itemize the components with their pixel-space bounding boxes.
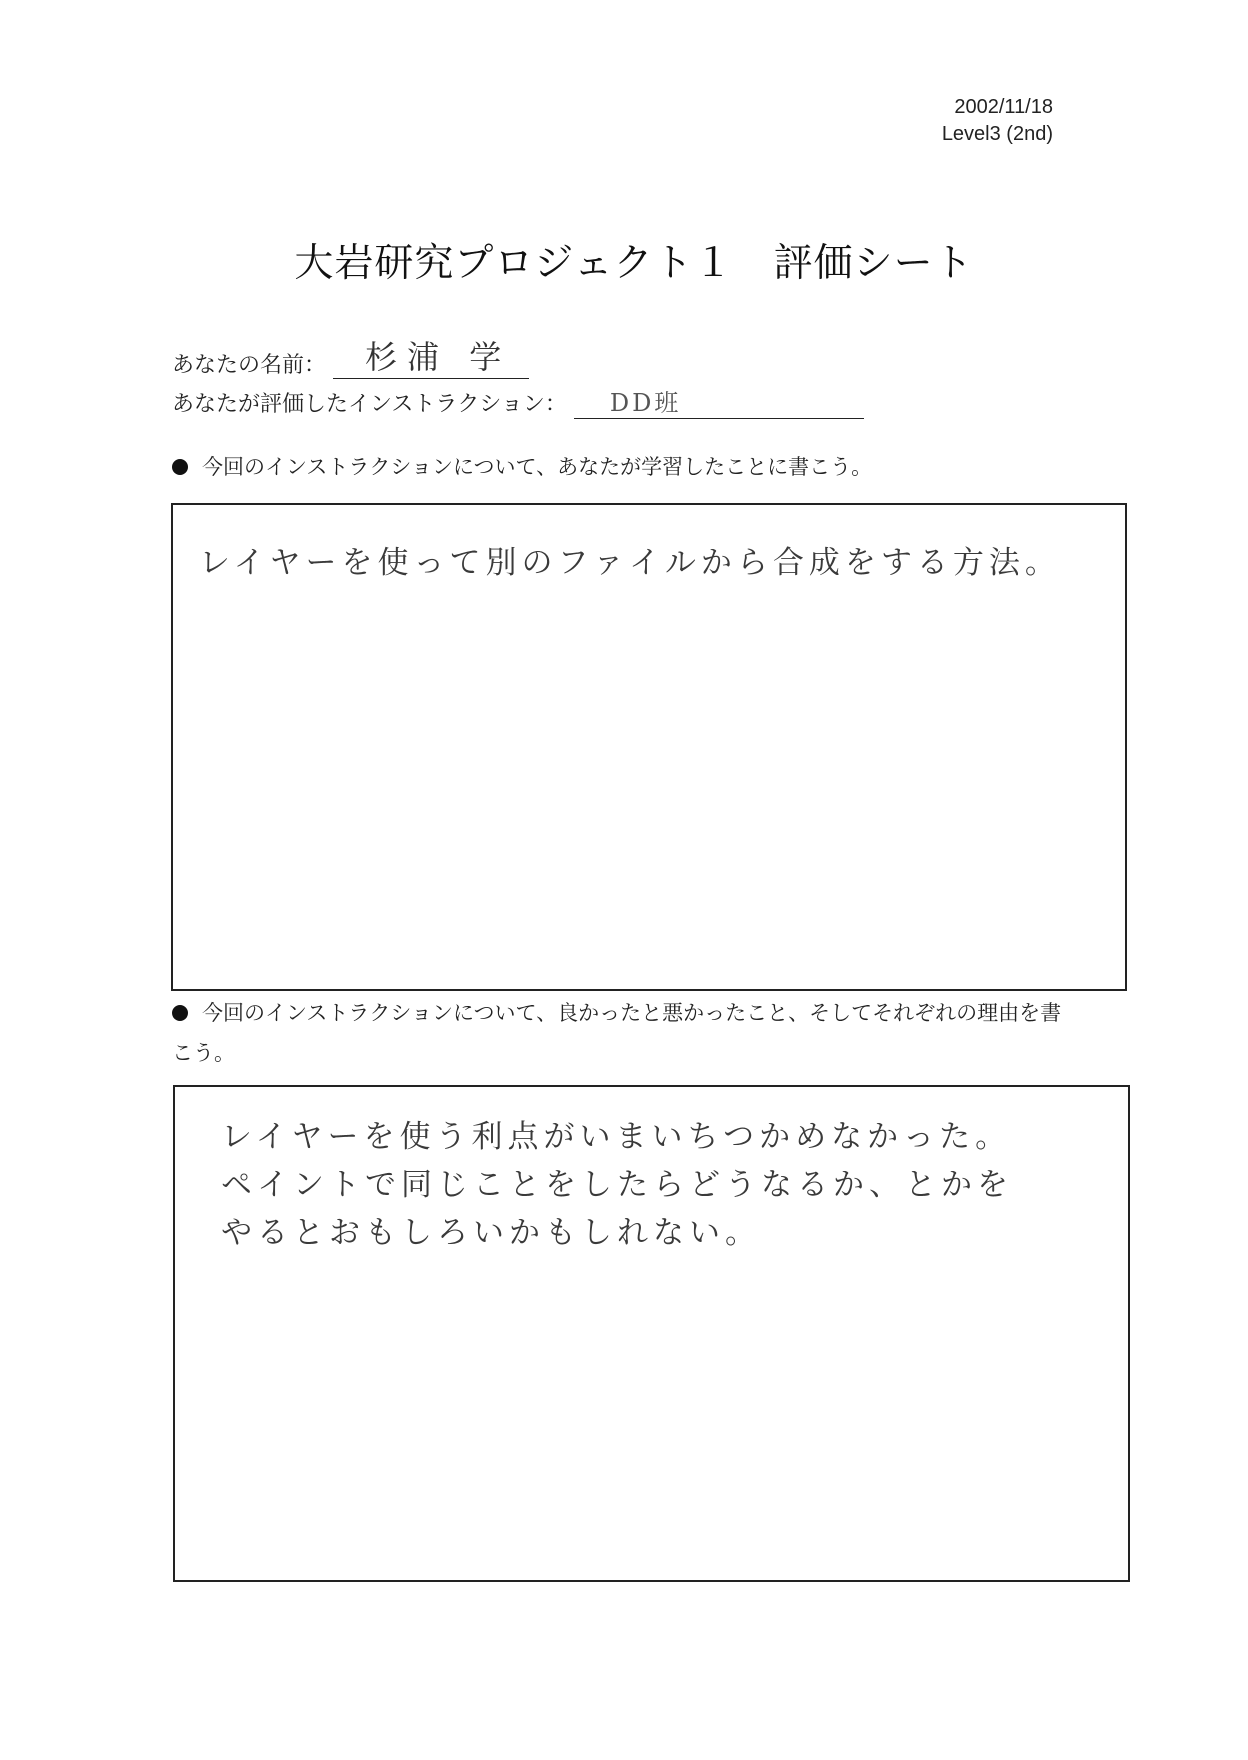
question-2: [172, 993, 1072, 1073]
name-field[interactable]: 杉浦 学: [333, 332, 529, 379]
instruction-field-row: [172, 383, 864, 419]
date-text: 2002/11/18: [954, 96, 1053, 118]
bullet-icon: [172, 459, 188, 475]
answer-box-2[interactable]: [173, 1085, 1130, 1582]
instruction-label: あなたが評価したインストラクション：: [172, 392, 567, 417]
bullet-icon: [172, 1005, 188, 1021]
question-2-text: 今回のインストラクションについて、良かったと悪かったこと、そしてそれぞれの理由を書こう。: [172, 1001, 1062, 1065]
page-title: 大岩研究プロジェクト１ 評価シート: [294, 241, 974, 286]
question-1-text: 今回のインストラクションについて、あなたが学習したことに書こう。: [202, 455, 873, 479]
sheet-meta: [942, 94, 1053, 148]
answer-2-text: レイヤーを使う利点がいまいちつかめなかった。 ペイントで同じことをしたらどうなるか、とかを やるとおもしろいかもしれない。: [221, 1119, 1013, 1251]
name-label: あなたの名前：: [172, 353, 327, 378]
level-text: Level3 (2nd): [941, 123, 1053, 145]
name-field-row: [172, 336, 529, 383]
answer-1-text: レイヤーを使って別のファイルから合成をする方法。: [199, 545, 1061, 581]
answer-box-1[interactable]: [171, 503, 1127, 991]
instruction-field[interactable]: DD班: [574, 383, 864, 419]
question-1: [172, 447, 1072, 487]
